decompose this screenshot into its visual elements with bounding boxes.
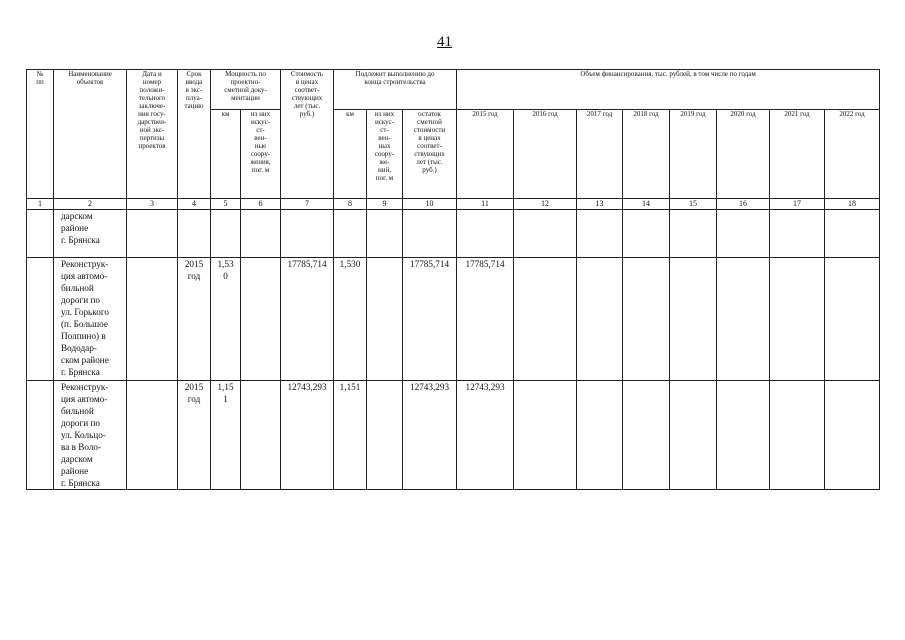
header-year-2019: 2019 год: [670, 110, 717, 199]
header-year-2020: 2020 год: [717, 110, 770, 199]
table-row: [27, 210, 880, 258]
row-number: [27, 258, 54, 381]
financing-2017-cell: [577, 258, 623, 381]
remaining-cost-cell: [403, 210, 457, 258]
cost-cell: 12743,293: [281, 381, 334, 490]
header-year-2016: 2016 год: [514, 110, 577, 199]
expertise-cell: [127, 381, 178, 490]
financing-2022-cell: [825, 210, 880, 258]
financing-2022-cell: [825, 381, 880, 490]
financing-2019-cell: [670, 381, 717, 490]
column-number: 13: [577, 199, 623, 210]
object-name: дарском районе г. Брянска: [54, 210, 127, 258]
cost-cell: 17785,714: [281, 258, 334, 381]
financing-2017-cell: [577, 210, 623, 258]
header-financing-group: Объем финансирования, тыс. рублей, в том числе по годам: [457, 70, 880, 110]
header-year-2021: 2021 год: [770, 110, 825, 199]
capacity-structures-cell: [241, 210, 281, 258]
column-number: 17: [770, 199, 825, 210]
header-capacity-km: км: [211, 110, 241, 199]
capacity-structures-cell: [241, 258, 281, 381]
completion-structures-cell: [367, 210, 403, 258]
column-number: 15: [670, 199, 717, 210]
financing-2020-cell: [717, 381, 770, 490]
header-object-name: Наименование объектов: [54, 70, 127, 199]
header-number: № пп: [27, 70, 54, 199]
financing-2021-cell: [770, 381, 825, 490]
financing-2022-cell: [825, 258, 880, 381]
expertise-cell: [127, 210, 178, 258]
header-capacity-structures: из них искус- ст- вен- ные соору- жения, пог. м: [241, 110, 281, 199]
completion-structures-cell: [367, 381, 403, 490]
header-completion-structures: из них искус- ст- вен- ных соору- же- ний, пог. м: [367, 110, 403, 199]
column-number: 1: [27, 199, 54, 210]
row-number: [27, 210, 54, 258]
financing-2018-cell: [623, 210, 670, 258]
column-number: 16: [717, 199, 770, 210]
column-number: 7: [281, 199, 334, 210]
header-capacity-group: Мощность по проектно- сметной доку- ментации: [211, 70, 281, 110]
financing-2016-cell: [514, 210, 577, 258]
financing-2017-cell: [577, 381, 623, 490]
header-commission-date: Срок ввода в экс- плуа- тацию: [178, 70, 211, 199]
header-completion-group: Подлежит выполнению до конца строительства: [334, 70, 457, 110]
table-row: [27, 258, 880, 381]
financing-2019-cell: [670, 258, 717, 381]
row-number: [27, 381, 54, 490]
financing-2020-cell: [717, 210, 770, 258]
column-number: 14: [623, 199, 670, 210]
object-name: Реконструк- ция автомо- бильной дороги по ул. Кольцо- ва в Воло- дарском районе г. Брянска: [54, 381, 127, 490]
completion-km-cell: 1,530: [334, 258, 367, 381]
column-number: 11: [457, 199, 514, 210]
column-number: 6: [241, 199, 281, 210]
column-number: 12: [514, 199, 577, 210]
object-name: Реконструк- ция автомо- бильной дороги по ул. Горького (п. Большое Полпино) в Вододар- ском районе г. Брянска: [54, 258, 127, 381]
column-number: 10: [403, 199, 457, 210]
financing-2021-cell: [770, 258, 825, 381]
table-row: [27, 381, 880, 490]
column-number: 5: [211, 199, 241, 210]
remaining-cost-cell: 12743,293: [403, 381, 457, 490]
financing-2019-cell: [670, 210, 717, 258]
header-year-2015: 2015 год: [457, 110, 514, 199]
header-expertise: Дата и номер положи- тельного заключе- ния госу- дарствен- ной экс- пертизы проектов: [127, 70, 178, 199]
expertise-cell: [127, 258, 178, 381]
column-number: 2: [54, 199, 127, 210]
header-year-2018: 2018 год: [623, 110, 670, 199]
financing-2016-cell: [514, 381, 577, 490]
capacity-km-cell: [211, 210, 241, 258]
financing-2018-cell: [623, 258, 670, 381]
financing-2021-cell: [770, 210, 825, 258]
completion-km-cell: 1,151: [334, 381, 367, 490]
completion-structures-cell: [367, 258, 403, 381]
financing-2020-cell: [717, 258, 770, 381]
capacity-km-cell: 1,15 1: [211, 381, 241, 490]
column-number: 8: [334, 199, 367, 210]
commission-date-cell: 2015 год: [178, 258, 211, 381]
commission-date-cell: 2015 год: [178, 381, 211, 490]
column-number: 18: [825, 199, 880, 210]
cost-cell: [281, 210, 334, 258]
column-number: 9: [367, 199, 403, 210]
financing-2015-cell: [457, 210, 514, 258]
remaining-cost-cell: 17785,714: [403, 258, 457, 381]
financing-2016-cell: [514, 258, 577, 381]
financing-2018-cell: [623, 381, 670, 490]
header-remaining-cost: остаток сметной стоимости в ценах соответ- ствующих лет (тыс. руб.): [403, 110, 457, 199]
header-year-2022: 2022 год: [825, 110, 880, 199]
completion-km-cell: [334, 210, 367, 258]
financing-2015-cell: 12743,293: [457, 381, 514, 490]
financing-2015-cell: 17785,714: [457, 258, 514, 381]
construction-objects-table: [26, 69, 880, 490]
capacity-structures-cell: [241, 381, 281, 490]
capacity-km-cell: 1,53 0: [211, 258, 241, 381]
page-number: 41: [437, 34, 452, 50]
column-number-row: [27, 199, 880, 210]
column-number: 3: [127, 199, 178, 210]
header-cost: Стоимость в ценах соответ- ствующих лет (тыс. руб.): [281, 70, 334, 199]
commission-date-cell: [178, 210, 211, 258]
header-completion-km: км: [334, 110, 367, 199]
header-year-2017: 2017 год: [577, 110, 623, 199]
column-number: 4: [178, 199, 211, 210]
